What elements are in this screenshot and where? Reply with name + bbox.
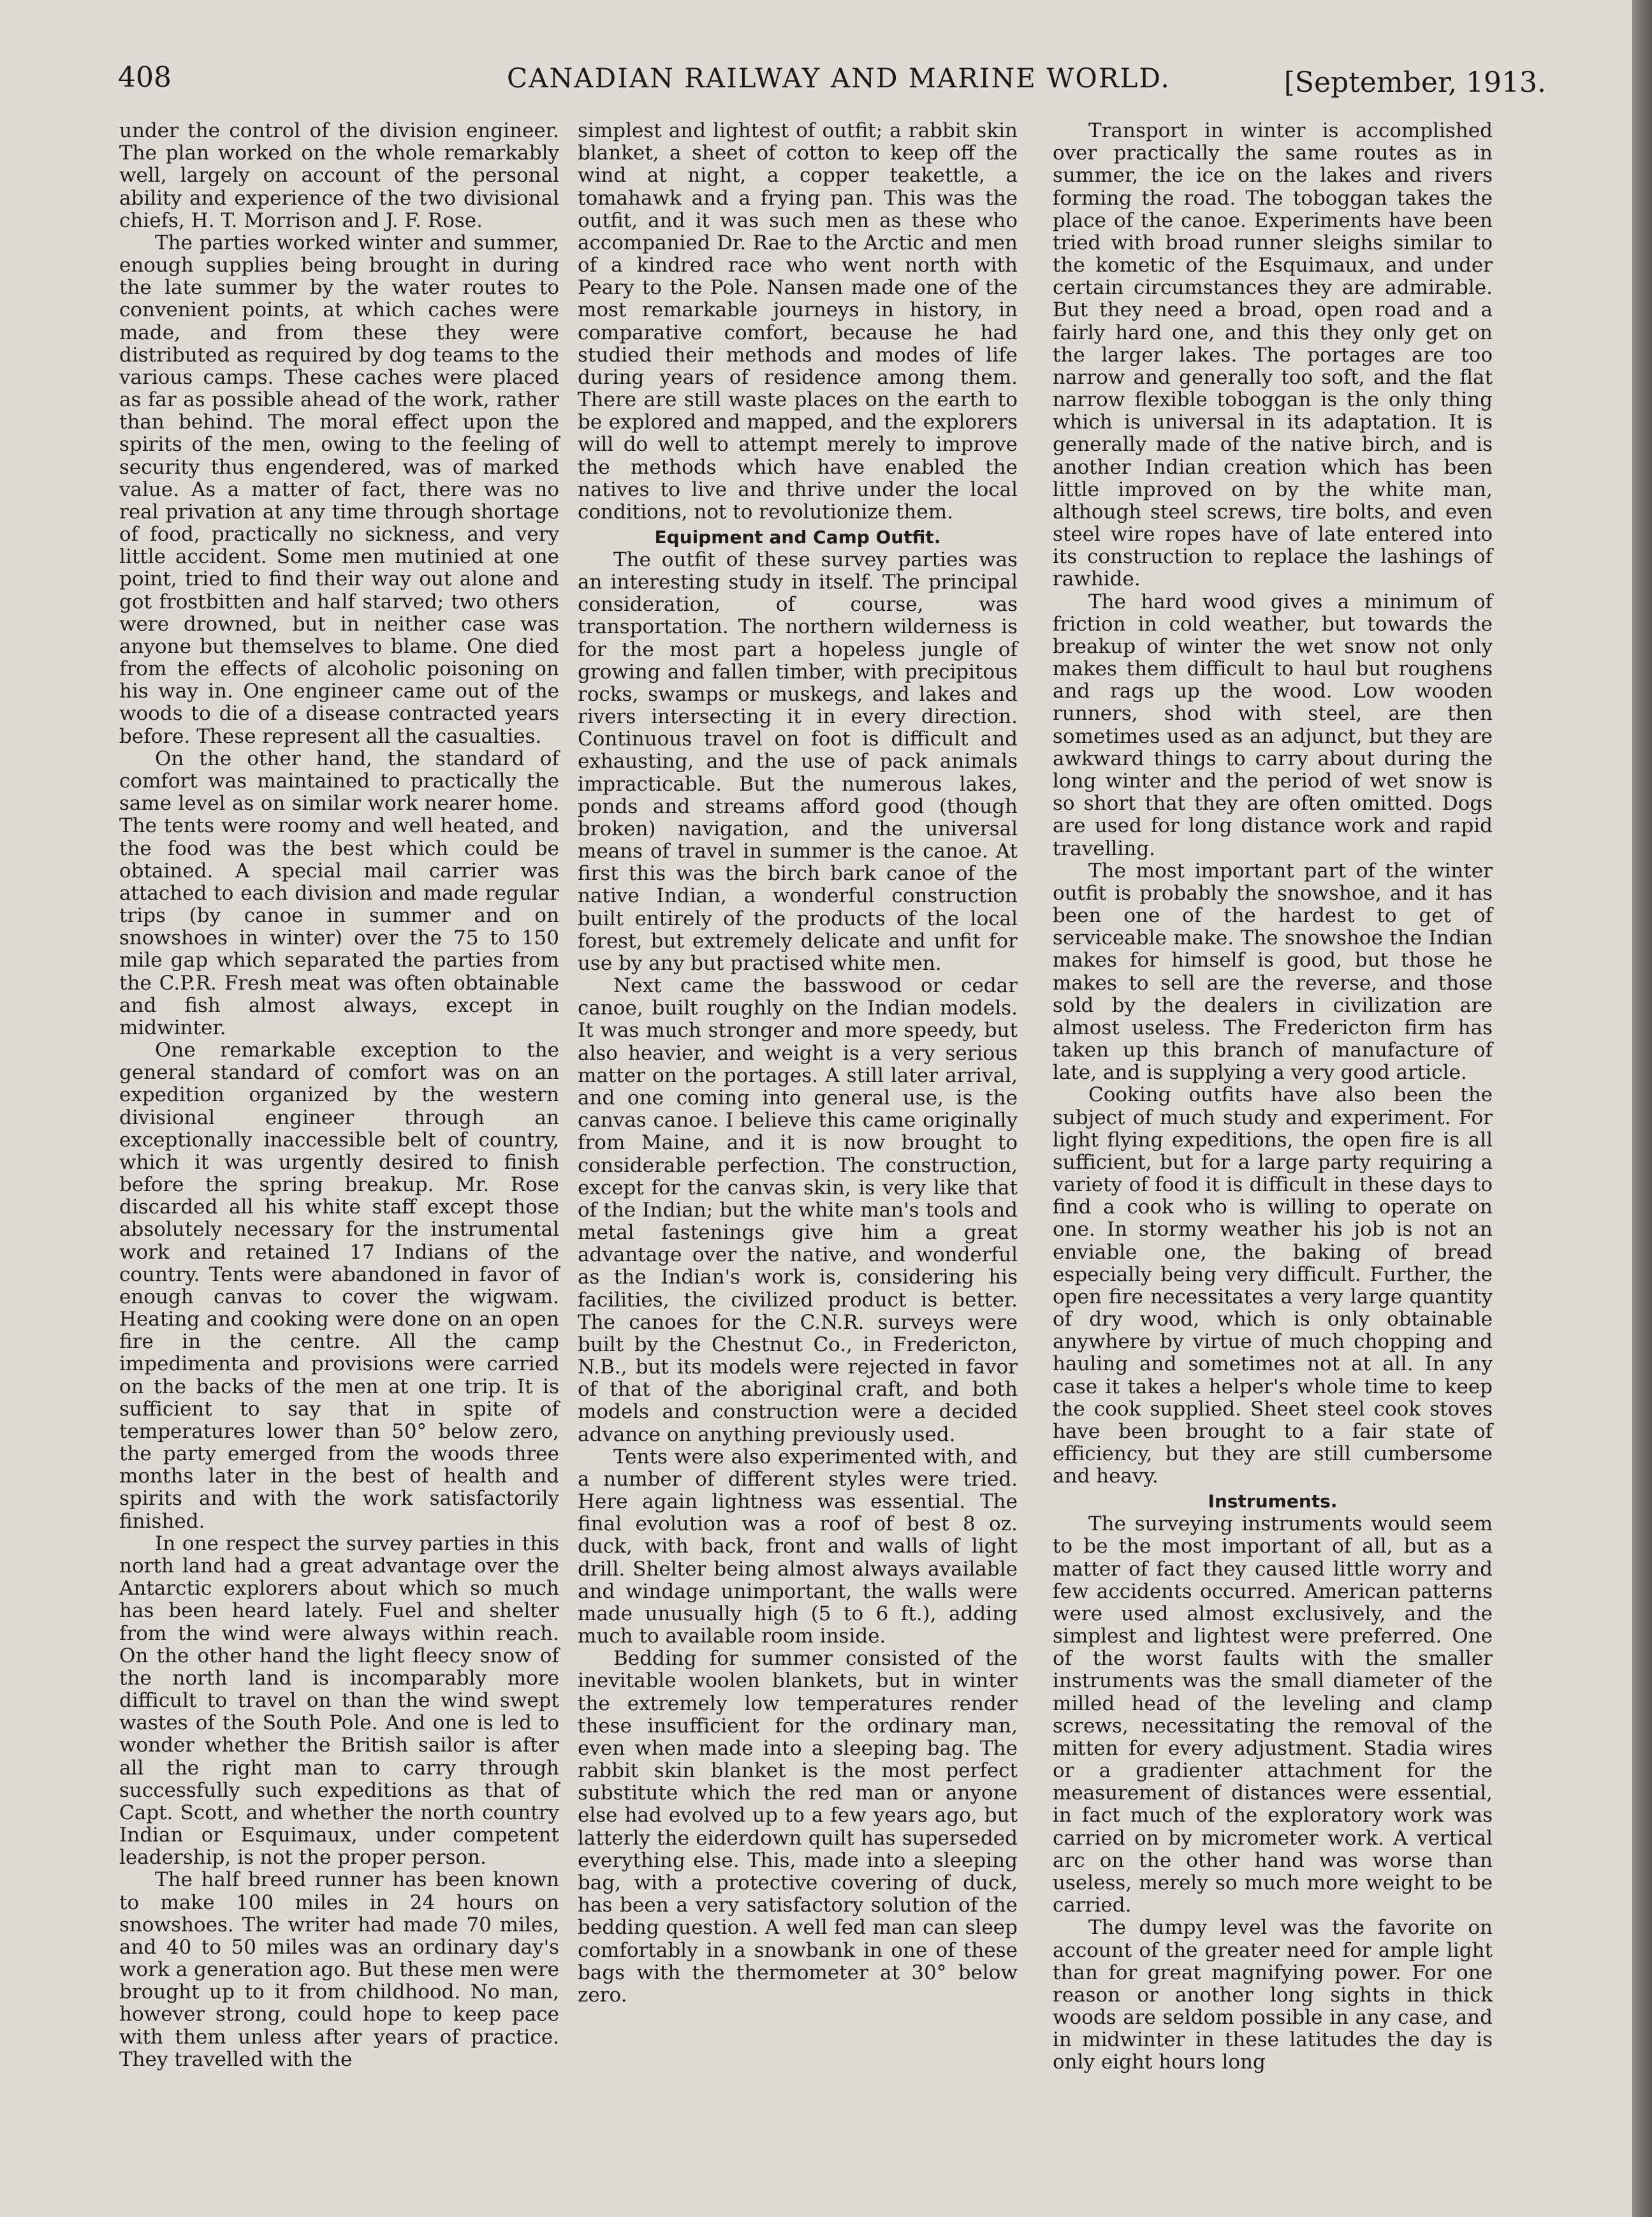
text-column-3 xyxy=(1053,120,1493,2074)
paragraph: The parties worked winter and summer, enough supplies being brought in during the late summer by the water routes to convenient points, at which caches were made, and from these they were distributed as required by dog teams to the various camps. These caches were placed as far as possible ahead of the work, rather than behind. The moral effect upon the spirits of the men, owing to the feeling of security thus engendered, was of marked value. As a matter of fact, there was no real privation at any time through shortage of food, practically no sickness, and very little accident. Some men mutinied at one point, tried to find their way out alone and got frostbitten and half starved; two others were drowned, but in neither case was anyone but themselves to blame. One died from the effects of alcoholic poisoning on his way in. One engineer came out of the woods to die of a disease contracted years before. These represent all the casualties. xyxy=(119,231,559,748)
paragraph: simplest and lightest of outfit; a rabbit skin blanket, a sheet of cotton to keep off the wind at night, a copper teakettle, a tomahawk and a frying pan. This was the outfit, and it was such men as these who accompanied Dr. Rae to the Arctic and men of a kindred race who went north with Peary to the Pole. Nansen made one of the most remarkable journeys in history, in comparative comfort, because he had studied their methods and modes of life during years of residence among them. There are still waste places on the earth to be explored and mapped, and the explorers will do well to attempt merely to improve the methods which have enabled the natives to live and thrive under the local conditions, not to revolutionize them. xyxy=(578,119,1018,523)
paragraph: The outfit of these survey parties was an interesting study in itself. The principal consideration, of course, was transportation. The northern wilderness is for the most part a hopeless jungle of growing and fallen timber, with precipitous rocks, swamps or muskegs, and lakes and rivers intersecting it in every direction. Continuous travel on foot is difficult and exhausting, and the use of pack animals impracticable. But the numerous lakes, ponds and streams afford good (though broken) navigation, and the universal means of travel in summer is the canoe. At first this was the birch bark canoe of the native Indian, a wonderful construction built entirely of the products of the local forest, but extremely delicate and unfit for use by any but practised white men. xyxy=(578,548,1018,975)
paragraph: On the other hand, the standard of comfort was maintained to practically the same level as on similar work nearer home. The tents were roomy and well heated, and the food was the best which could be obtained. A special mail carrier was attached to each division and made regular trips (by canoe in summer and on snowshoes in winter) over the 75 to 150 mile gap which separated the parties from the C.P.R. Fresh meat was often obtainable and fish almost always, except in midwinter. xyxy=(119,747,559,1039)
text-column-2 xyxy=(578,120,1018,2007)
paragraph: under the control of the division engineer. The plan worked on the whole remarkably well, largely on account of the personal ability and experience of the two divisional chiefs, H. T. Morrison and J. F. Rose. xyxy=(119,119,559,232)
page-number: 408 xyxy=(118,61,172,94)
paragraph: The hard wood gives a minimum of friction in cold weather, but towards the breakup of winter the wet snow not only makes them difficult to haul but roughens and rags up the wood. Low wooden runners, shod with steel, are then sometimes used as an adjunct, but they are awkward things to carry about during the long winter and the period of wet snow is so short that they are often omitted. Dogs are used for long distance work and rapid travelling. xyxy=(1053,590,1493,860)
paragraph: Next came the basswood or cedar canoe, built roughly on the Indian models. It was much stronger and more speedy, but also heavier, and weight is a very serious matter on the portages. A still later arrival, and one coming into general use, is the canvas canoe. I believe this came originally from Maine, and it is now brought to considerable perfection. The construction, except for the canvas skin, is very like that of the Indian; but the white man's tools and metal fastenings give him a great advantage over the native, and wonderful as the Indian's work is, considering his facilities, the civilized product is better. The canoes for the C.N.R. surveys were built by the Chestnut Co., in Fredericton, N.B., but its models were rejected in favor of that of the aboriginal craft, and both models and construction were a decided advance on anything previously used. xyxy=(578,974,1018,1446)
paragraph: The most important part of the winter outfit is probably the snowshoe, and it has been one of the hardest to get of serviceable make. The snowshoe the Indian makes for himself is good, but those he makes to sell are the reverse, and those sold by the dealers in civilization are almost useless. The Fredericton firm has taken up this branch of manufacture of late, and is supplying a very good article. xyxy=(1053,859,1493,1085)
text-column-1 xyxy=(119,120,559,2071)
section-heading-instruments: Instruments. xyxy=(1208,1491,1338,1512)
paragraph: Cooking outfits have also been the subject of much study and experiment. For light flying expeditions, the open fire is all sufficient, but for a large party requiring a variety of food it is difficult in these days to find a cook who is willing to operate on one. In stormy weather his job is not an enviable one, the baking of bread especially being very difficult. Further, the open fire necessitates a very large quantity of dry wood, which is only obtainable anywhere by virtue of much chopping and hauling and sometimes not at all. In any case it takes a helper's whole time to keep the cook supplied. Sheet steel cook stoves have been brought to a fair state of efficiency, but they are still cumbersome and heavy. xyxy=(1053,1083,1493,1488)
paragraph: Transport in winter is accomplished over practically the same routes as in summer, the ice on the lakes and rivers forming the road. The toboggan takes the place of the canoe. Experiments have been tried with broad runner sleighs similar to the kometic of the Esquimaux, and under certain circumstances they are admirable. But they need a broad, open road and a fairly hard one, and this they only get on the larger lakes. The portages are too narrow and generally too soft, and the flat narrow flexible toboggan is the only thing which is universal in its adaptation. It is generally made of the native birch, and is another Indian creation which has been little improved on by the white man, although steel screws, tire bolts, and even steel wire ropes have of late entered into its construction to replace the lashings of rawhide. xyxy=(1053,119,1493,591)
section-heading-equipment: Equipment and Camp Outfit. xyxy=(654,527,941,548)
page-edge-shadow xyxy=(1632,0,1652,2217)
paragraph: In one respect the survey parties in this north land had a great advantage over the Antarctic explorers about which so much has been heard lately. Fuel and shelter from the wind were always within reach. On the other hand the light fleecy snow of the north land is incomparably more difficult to travel on than the wind swept wastes of the South Pole. And one is led to wonder whether the British sailor is after all the right man to carry through successfully such expeditions as that of Capt. Scott, and whether the north country Indian or Esquimaux, under competent leadership, is not the proper person. xyxy=(119,1532,559,1869)
issue-date: [September, 1913. xyxy=(1283,66,1546,99)
paragraph: The half breed runner has been known to make 100 miles in 24 hours on snowshoes. The writer had made 70 miles, and 40 to 50 miles was an ordinary day's work a generation ago. But these men were brought up to it from childhood. No man, however strong, could hope to keep pace with them unless after years of practice. They travelled with the xyxy=(119,1868,559,2071)
page-header xyxy=(118,57,1546,115)
paragraph: The dumpy level was the favorite on account of the greater need for ample light than for great magnifying power. For one reason or another long sights in thick woods are seldom possible in any case, and in midwinter in these latitudes the day is only eight hours long xyxy=(1053,1916,1493,2074)
paragraph: One remarkable exception to the general standard of comfort was on an expedition organized by the western divisional engineer through an exceptionally inaccessible belt of country, which it was urgently desired to finish before the spring breakup. Mr. Rose discarded all his white staff except those absolutely necessary for the instrumental work and retained 17 Indians of the country. Tents were abandoned in favor of enough canvas to cover the wigwam. Heating and cooking were done on an open fire in the centre. All the camp impedimenta and provisions were carried on the backs of the men at one trip. It is sufficient to say that in spite of temperatures lower than 50° below zero, the party emerged from the woods three months later in the best of health and spirits and with the work satisfactorily finished. xyxy=(119,1039,559,1533)
paragraph: The surveying instruments would seem to be the most important of all, but as a matter of fact they caused little worry and few accidents occurred. American patterns were used almost exclusively, and the simplest and lightest were preferred. One of the worst faults with the smaller instruments was the small diameter of the milled head of the leveling and clamp screws, necessitating the removal of the mitten for every adjustment. Stadia wires or a gradienter attachment for the measurement of distances were essential, in fact much of the exploratory work was carried on by micrometer work. A vertical arc on the other hand was worse than useless, merely so much more weight to be carried. xyxy=(1053,1512,1493,1917)
journal-title: CANADIAN RAILWAY AND MARINE WORLD. xyxy=(507,62,1171,94)
paragraph: Tents were also experimented with, and a number of different styles were tried. Here again lightness was essential. The final evolution was a roof of best 8 oz. duck, with back, front and walls of light drill. Shelter being almost always available and windage unimportant, the walls were made unusually high (5 to 6 ft.), adding much to available room inside. xyxy=(578,1445,1018,1648)
paragraph: Bedding for summer consisted of the inevitable woolen blankets, but in winter the extremely low temperatures render these insufficient for the ordinary man, even when made into a sleeping bag. The rabbit skin blanket is the most perfect substitute which the red man or anyone else had evolved up to a few years ago, but latterly the eiderdown quilt has superseded everything else. This, made into a sleeping bag, with a protective covering of duck, has been a very satisfactory solution of the bedding question. A well fed man can sleep comfortably in a snowbank in one of these bags with the thermometer at 30° below zero. xyxy=(578,1647,1018,2007)
